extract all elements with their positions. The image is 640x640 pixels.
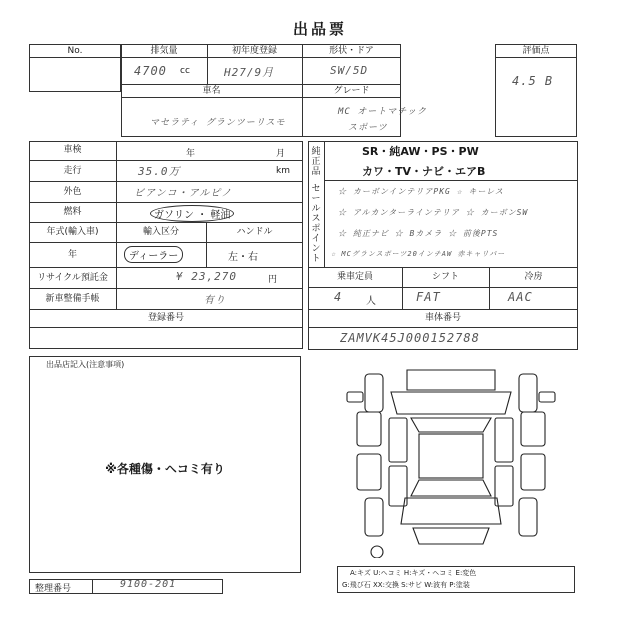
- no-label: No.: [67, 46, 83, 56]
- fuel-options: [150, 205, 234, 222]
- model-value: マセラティ グランツーリスモ: [150, 118, 286, 128]
- import-class-label: 輸入区分: [142, 227, 179, 237]
- shift-value: FAT: [416, 290, 441, 304]
- notes-content: ※各種傷・ヘコミ有り: [105, 462, 225, 476]
- handle-options: 左・右: [228, 252, 258, 263]
- month-label: 月: [276, 149, 286, 159]
- import-year-label: 年式(輸入車): [46, 227, 99, 237]
- score-label: 評価点: [522, 46, 550, 56]
- fuel-label: 燃料: [63, 207, 82, 217]
- sheet-title: 出品票: [292, 20, 347, 38]
- capacity-unit: 人: [366, 296, 376, 307]
- sell-1: ☆ カーボンインテリアPKG ☆ キーレス: [338, 187, 504, 196]
- year-unit: 年: [67, 250, 77, 260]
- capacity-value: 4: [334, 290, 343, 304]
- car-diagram: [345, 362, 557, 558]
- shape-label: 形状・ドア: [329, 46, 374, 56]
- grade-label: グレード: [333, 86, 370, 96]
- sell-label: セールスポイント: [311, 184, 321, 264]
- mileage-unit: km: [276, 166, 290, 176]
- first-reg-value: H27/9月: [224, 66, 275, 79]
- handle-label: ハンドル: [236, 227, 273, 237]
- mileage-value: 35.0万: [138, 165, 181, 178]
- shift-label: シフト: [431, 272, 459, 282]
- equip-row1: SR・純AW・PS・PW: [362, 145, 479, 158]
- year-label: 年: [186, 149, 196, 159]
- recycle-label: リサイクル預託金: [37, 273, 108, 283]
- model-label: 車名: [202, 86, 221, 96]
- capacity-label: 乗車定員: [336, 272, 373, 282]
- grade-value-2: スポーツ: [348, 123, 388, 133]
- equip-row2: カワ・TV・ナビ・エアB: [362, 165, 486, 178]
- fuel-selected: ガソリン ・ 軽油: [150, 205, 234, 222]
- grade-value-1: MC オートマチック: [338, 107, 427, 117]
- equip-label: 純正品: [311, 147, 321, 177]
- lot-label: 整理番号: [35, 584, 72, 594]
- notes-label: 出品店記入(注意事項): [46, 360, 125, 369]
- maint-value: 有り: [204, 295, 226, 306]
- displacement-label: 排気量: [150, 46, 178, 56]
- ac-value: AAC: [508, 290, 533, 304]
- sell-3: ☆ 純正ナビ ☆ Bカメラ ☆ 前後PTS: [338, 229, 499, 238]
- displacement-unit: cc: [180, 66, 190, 76]
- ac-label: 冷房: [524, 272, 543, 282]
- color-label: 外色: [63, 187, 82, 197]
- vin-value: ZAMVK45J000152788: [340, 331, 480, 345]
- score-value: 4.5 B: [512, 74, 554, 88]
- displacement-value: 4700: [134, 64, 167, 78]
- dealer-value: [124, 246, 183, 263]
- recycle-value: ¥ 23,270: [176, 270, 237, 283]
- lot-value: 9100-201: [120, 579, 177, 590]
- color-value: ビアンコ・アルピノ: [134, 188, 233, 199]
- sell-4: ☆ MCグランスポーツ20インチAW 赤キャリパー: [331, 250, 506, 258]
- mileage-label: 走行: [63, 166, 82, 176]
- sell-2: ☆ アルカンターラインテリア ☆ カーボンSW: [338, 208, 529, 217]
- first-reg-label: 初年度登録: [231, 46, 277, 56]
- legend-line-2: G:飛び石 XX:交換 S:サビ W:波有 P:塗装: [342, 581, 470, 589]
- reg-no-label: 登録番号: [147, 313, 184, 323]
- vin-label: 車体番号: [424, 313, 461, 323]
- shape-value: SW/5D: [330, 64, 369, 77]
- dealer-selected: ディーラー: [124, 246, 183, 263]
- maint-label: 新車整備手帳: [45, 294, 100, 304]
- inspection-label: 車検: [63, 145, 82, 155]
- legend-line-1: A:キズ U:ヘコミ H:キズ・ヘコミ E:変色: [350, 569, 477, 577]
- recycle-unit: 円: [268, 275, 278, 285]
